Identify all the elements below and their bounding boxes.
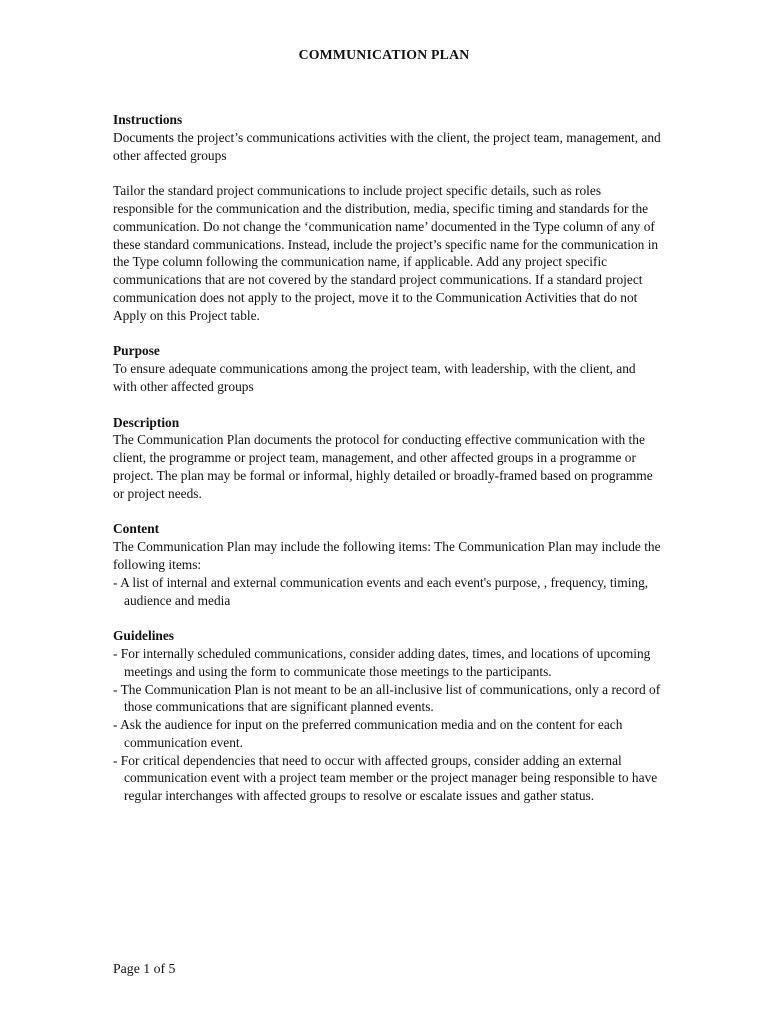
page-number-footer: Page 1 of 5 [113,961,176,976]
document-title: COMMUNICATION PLAN [298,47,470,62]
guideline-bullet: - For critical dependencies that need to occur with affected groups, consider adding an external communication event with a project team member or the project manager being responsible to have regular interchanges with affected groups to resolve or escalate issues and gather status. [113,752,658,804]
content-heading: Content [113,521,160,537]
purpose-text: To ensure adequate communications among the project team, with leadership, with the client, and with other affected groups [113,361,636,394]
description-text: The Communication Plan documents the protocol for conducting effective communication with the client, the programme or project team, management, and other affected groups in a programme or project. The plan may be formal or informal, highly detailed or broadly-framed based on programme or project needs. [113,432,653,501]
instructions-paragraph-2: Tailor the standard project communications to include project specific details, such as roles responsible for the communication and the distribution, media, specific timing and standards for the communication. Do not change the ‘communication name’ documented in the Type column of any of these standard communications. Instead, include the project’s specific name for the communication in the Type column following the communication name, if applicable. Add any project specific communications that are not covered by the standard project communications. If a standard project communication does not apply to the project, move it to the Communication Activities that do not Apply on this Project table. [113,183,659,323]
guideline-bullet: - For internally scheduled communications, consider adding dates, times, and locations of upcoming meetings and using the form to communicate those meetings to the participants. [113,645,651,679]
guidelines-heading: Guidelines [113,628,175,644]
content-text: The Communication Plan may include the following items: The Communication Plan may include the following items: [113,539,661,572]
document-body [113,111,661,805]
instructions-paragraph-1: Documents the project’s communications activities with the client, the project team, management, and other affected groups [113,129,661,163]
guideline-bullet: - The Communication Plan is not meant to be an all-inclusive list of communications, only a record of those communications that are significant planned events. [113,681,661,715]
instructions-heading: Instructions [113,112,183,127]
purpose-heading: Purpose [113,343,160,359]
guideline-bullet: - Ask the audience for input on the preferred communication media and on the content for each communication event. [113,717,623,750]
content-bullet: - A list of internal and external communication events and each event's purpose, , frequency, timing, audience and media [113,574,649,608]
description-heading: Description [113,414,180,430]
